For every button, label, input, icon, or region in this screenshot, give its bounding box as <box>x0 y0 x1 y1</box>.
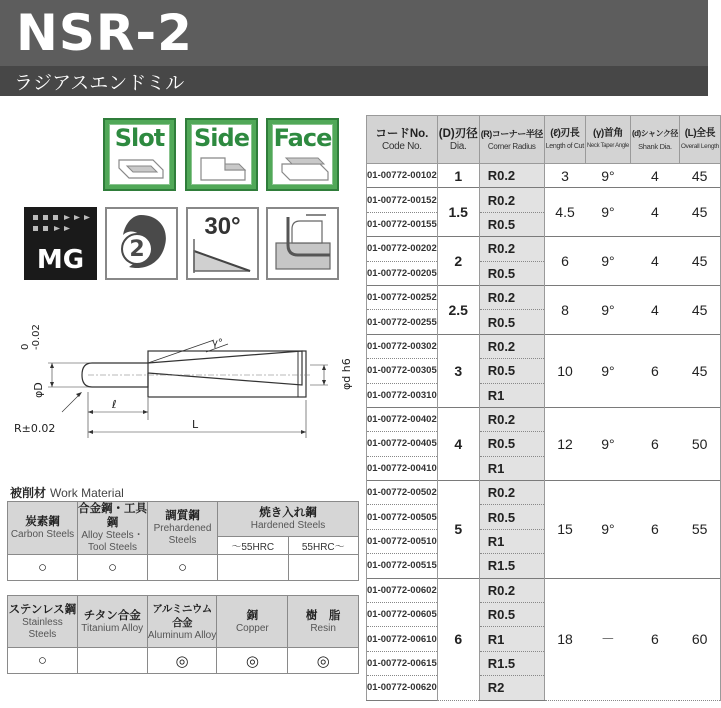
slot-icon: Slot <box>103 118 176 191</box>
code-cell: 01-00772-00205 <box>367 261 438 285</box>
radius-cell: R0.2 <box>479 285 544 309</box>
radius-cell: R0.2 <box>479 578 544 602</box>
work-material-heading: 被削材 Work Material <box>10 486 124 500</box>
radius-cell: R0.2 <box>479 188 544 212</box>
col-overall-length: (L)全長 Overall Length <box>679 116 720 164</box>
radius-cell: R1.5 <box>479 554 544 578</box>
length-of-cut-cell: 15 <box>544 481 585 579</box>
mark-hardened-le55 <box>218 555 289 581</box>
code-cell: 01-00772-00155 <box>367 212 438 236</box>
code-cell: 01-00772-00252 <box>367 285 438 309</box>
neck-angle-cell: 9° <box>585 237 630 286</box>
radius-cell: R1 <box>479 627 544 651</box>
shank-dia-cell: 4 <box>630 285 679 334</box>
table-row <box>367 188 721 212</box>
neck-angle-cell: 9° <box>585 481 630 579</box>
length-of-cut-cell: 10 <box>544 334 585 407</box>
shank-dia-cell: 4 <box>630 164 679 188</box>
dia-cell: 2 <box>437 237 479 286</box>
length-of-cut-cell: 4.5 <box>544 188 585 237</box>
mark-prehardened-steel: ○ <box>148 555 218 581</box>
radius-cell: R0.5 <box>479 603 544 627</box>
dia-cell: 3 <box>437 334 479 407</box>
mark-copper: ◎ <box>217 648 288 674</box>
code-cell: 01-00772-00305 <box>367 359 438 383</box>
face-icon: Face <box>266 118 339 191</box>
neck-angle-cell: 9° <box>585 164 630 188</box>
col-dia: (D)刃径 Dia. <box>437 116 479 164</box>
side-icon: Side <box>185 118 258 191</box>
hardened-sub-ge55: 55HRC～ <box>288 536 359 554</box>
dia-cell: 5 <box>437 481 479 579</box>
code-cell: 01-00772-00510 <box>367 529 438 553</box>
material-aluminum-alloy: アルミニウム合金 Aluminum Alloy <box>147 596 217 648</box>
neck-angle-cell: 9° <box>585 285 630 334</box>
work-material-table-1 <box>7 501 359 581</box>
table-row <box>367 481 721 505</box>
mark-stainless-steel: ○ <box>8 648 78 674</box>
code-cell: 01-00772-00615 <box>367 651 438 675</box>
overall-length-cell: 60 <box>679 578 720 700</box>
shank-dia-cell: 6 <box>630 481 679 579</box>
mg-icon: MG <box>24 207 97 280</box>
code-cell: 01-00772-00202 <box>367 237 438 261</box>
code-cell: 01-00772-00102 <box>367 164 438 188</box>
length-of-cut-label: ℓ <box>112 398 117 411</box>
radius-cell: R1 <box>479 383 544 407</box>
shank-dia-cell: 6 <box>630 407 679 480</box>
dia-cell: 2.5 <box>437 285 479 334</box>
shank-dia-cell: 4 <box>630 188 679 237</box>
table-row <box>367 285 721 309</box>
shank-dia-cell: 6 <box>630 334 679 407</box>
neck-angle-cell: － <box>585 578 630 700</box>
length-of-cut-cell: 12 <box>544 407 585 480</box>
col-code-no: コードNo. Code No. <box>367 116 438 164</box>
dia-cell: 1.5 <box>437 188 479 237</box>
mark-resin: ◎ <box>288 648 359 674</box>
radius-tolerance-label: R±0.02 <box>14 422 56 435</box>
col-neck-angle: (γ)首角 Neck Taper Angle <box>585 116 630 164</box>
overall-length-cell: 45 <box>679 285 720 334</box>
material-titanium-alloy: チタン合金 Titanium Alloy <box>77 596 147 648</box>
radius-cell: R0.5 <box>479 212 544 236</box>
code-cell: 01-00772-00410 <box>367 456 438 480</box>
two-flute-icon <box>105 207 178 280</box>
mark-titanium-alloy <box>77 648 147 674</box>
code-cell: 01-00772-00502 <box>367 481 438 505</box>
material-alloy-steel: 合金鋼・工具鋼 Alloy Steels・Tool Steels <box>78 503 147 553</box>
page-title: NSR-2 <box>16 4 193 62</box>
radius-cell: R0.2 <box>479 407 544 431</box>
svg-text:2: 2 <box>129 237 145 262</box>
radius-cell: R2 <box>479 676 544 700</box>
material-hardened-steel: 焼き入れ鋼 Hardened Steels <box>218 502 359 537</box>
neck-angle-label: γ° <box>212 338 223 349</box>
shank-dia-label: φd h6 <box>340 358 353 390</box>
radius-cell: R0.5 <box>479 310 544 334</box>
overall-length-cell: 45 <box>679 188 720 237</box>
dia-cell: 6 <box>437 578 479 700</box>
col-shank-dia: (d)シャンク径 Shank Dia. <box>630 116 679 164</box>
material-copper: 銅 Copper <box>217 596 288 648</box>
page-subtitle: ラジアスエンドミル <box>14 72 185 94</box>
dia-cell: 4 <box>437 407 479 480</box>
dia-label: φD <box>32 382 45 398</box>
radius-corner-icon <box>266 207 339 280</box>
overall-length-cell: 55 <box>679 481 720 579</box>
code-cell: 01-00772-00310 <box>367 383 438 407</box>
length-of-cut-cell: 6 <box>544 237 585 286</box>
mark-hardened-ge55 <box>288 555 359 581</box>
radius-cell: R0.5 <box>479 359 544 383</box>
length-of-cut-cell: 18 <box>544 578 585 700</box>
tool-drawing <box>6 320 358 450</box>
code-cell: 01-00772-00605 <box>367 603 438 627</box>
material-carbon-steel: 炭素鋼 Carbon Steels <box>8 502 78 555</box>
helix-angle-icon: 30° <box>186 207 259 280</box>
col-corner-radius: (R)コーナー半径 Corner Radius <box>479 116 544 164</box>
dia-cell: 1 <box>437 164 479 188</box>
shank-dia-cell: 4 <box>630 237 679 286</box>
radius-cell: R0.5 <box>479 432 544 456</box>
code-cell: 01-00772-00602 <box>367 578 438 602</box>
table-row <box>367 578 721 602</box>
code-cell: 01-00772-00255 <box>367 310 438 334</box>
radius-cell: R0.2 <box>479 334 544 358</box>
hardened-sub-le55: ～55HRC <box>218 536 289 554</box>
overall-length-cell: 45 <box>679 334 720 407</box>
code-cell: 01-00772-00302 <box>367 334 438 358</box>
table-row <box>367 237 721 261</box>
code-cell: 01-00772-00152 <box>367 188 438 212</box>
length-of-cut-cell: 8 <box>544 285 585 334</box>
neck-angle-cell: 9° <box>585 188 630 237</box>
material-resin: 樹 脂 Resin <box>288 596 359 648</box>
radius-cell: R1 <box>479 456 544 480</box>
overall-length-cell: 50 <box>679 407 720 480</box>
table-row <box>367 407 721 431</box>
material-stainless-steel: ステンレス鋼 Stainless Steels <box>8 596 78 648</box>
code-cell: 01-00772-00505 <box>367 505 438 529</box>
header-bar <box>0 0 708 66</box>
subtitle-bar <box>0 66 708 96</box>
code-cell: 01-00772-00402 <box>367 407 438 431</box>
code-cell: 01-00772-00610 <box>367 627 438 651</box>
length-of-cut-cell: 3 <box>544 164 585 188</box>
code-cell: 01-00772-00515 <box>367 554 438 578</box>
radius-cell: R0.2 <box>479 237 544 261</box>
code-cell: 01-00772-00405 <box>367 432 438 456</box>
overall-length-cell: 45 <box>679 237 720 286</box>
radius-cell: R1 <box>479 529 544 553</box>
dia-tolerance-label: 0 -0.02 <box>20 324 42 350</box>
overall-length-cell: 45 <box>679 164 720 188</box>
table-row <box>367 164 721 188</box>
radius-cell: R0.5 <box>479 505 544 529</box>
col-length-of-cut: (ℓ)刃長 Length of Cut <box>544 116 585 164</box>
table-row <box>367 334 721 358</box>
mark-aluminum-alloy: ◎ <box>147 648 217 674</box>
mark-carbon-steel: ○ <box>8 555 78 581</box>
code-cell: 01-00772-00620 <box>367 676 438 700</box>
radius-cell: R0.2 <box>479 164 544 188</box>
radius-cell: R0.5 <box>479 261 544 285</box>
radius-cell: R0.2 <box>479 481 544 505</box>
mark-alloy-steel: ○ <box>78 555 148 581</box>
specification-table <box>366 115 721 701</box>
material-prehardened-steel: 調質鋼 Prehardened Steels <box>148 502 218 555</box>
neck-angle-cell: 9° <box>585 334 630 407</box>
overall-length-label: L <box>192 418 199 431</box>
radius-cell: R1.5 <box>479 651 544 675</box>
shank-dia-cell: 6 <box>630 578 679 700</box>
work-material-table-2 <box>7 595 359 674</box>
neck-angle-cell: 9° <box>585 407 630 480</box>
